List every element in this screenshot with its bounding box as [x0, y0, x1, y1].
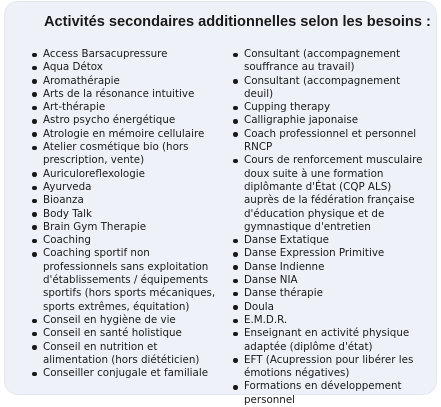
activities-card: [4, 1, 437, 406]
list-item: E.M.D.R.: [233, 314, 429, 327]
list-item: Consultant (accompagnement souffrance au travail): [233, 48, 429, 75]
list-item: Brain Gym Therapie: [32, 221, 222, 234]
list-item: Conseil en hygiène de vie: [32, 314, 222, 327]
list-item: Danse Indienne: [233, 261, 429, 274]
list-item: Danse thérapie: [233, 287, 429, 300]
list-item: Formations en développement personnel: [233, 380, 429, 407]
list-item: Atrologie en mémoire cellulaire: [32, 128, 222, 141]
activities-list-right: [233, 48, 429, 407]
list-item: Conseil en santé holistique: [32, 327, 222, 340]
list-item: Art-thérapie: [32, 101, 222, 114]
list-item: Aqua Détox: [32, 61, 222, 74]
card-title: Activités secondaires additionnelles selon les besoins :: [44, 14, 431, 30]
list-item: Aromathérapie: [32, 75, 222, 88]
list-item: Body Talk: [32, 208, 222, 221]
list-item: Conseil en nutrition et alimentation (hors diététicien): [32, 341, 222, 368]
list-item: Conseiller conjugale et familiale: [32, 367, 222, 380]
list-item: Consultant (accompagnement deuil): [233, 75, 429, 102]
list-item: Coaching sportif non professionnels sans exploitation d'établissements / équipements sportifs (hors sports mécaniques, sports extrêmes, équitation): [32, 247, 222, 313]
list-item: Auriculoreflexologie: [32, 168, 222, 181]
list-item: Danse NIA: [233, 274, 429, 287]
list-item: Bioanza: [32, 194, 222, 207]
list-item: Danse Extatique: [233, 234, 429, 247]
list-item: Coach professionnel et personnel RNCP: [233, 128, 429, 155]
list-item: Cupping therapy: [233, 101, 429, 114]
list-item: Arts de la résonance intuitive: [32, 88, 222, 101]
activities-list-left: [32, 48, 222, 380]
list-item: Atelier cosmétique bio (hors prescription, vente): [32, 141, 222, 168]
list-item: EFT (Acupression pour libérer les émotions négatives): [233, 354, 429, 381]
list-item: Cours de renforcement musculaire doux suite à une formation diplômante d'État (CQP ALS) auprès de la fédération française d'éducation physique et de gymnastique d'entretien: [233, 154, 429, 234]
list-item: Doula: [233, 301, 429, 314]
list-item: Calligraphie japonaise: [233, 114, 429, 127]
list-item: Ayurveda: [32, 181, 222, 194]
list-item: Astro psycho énergétique: [32, 114, 222, 127]
list-item: Access Barsacupressure: [32, 48, 222, 61]
list-item: Coaching: [32, 234, 222, 247]
list-item: Danse Expression Primitive: [233, 247, 429, 260]
list-item: Enseignant en activité physique adaptée (diplôme d'état): [233, 327, 429, 354]
